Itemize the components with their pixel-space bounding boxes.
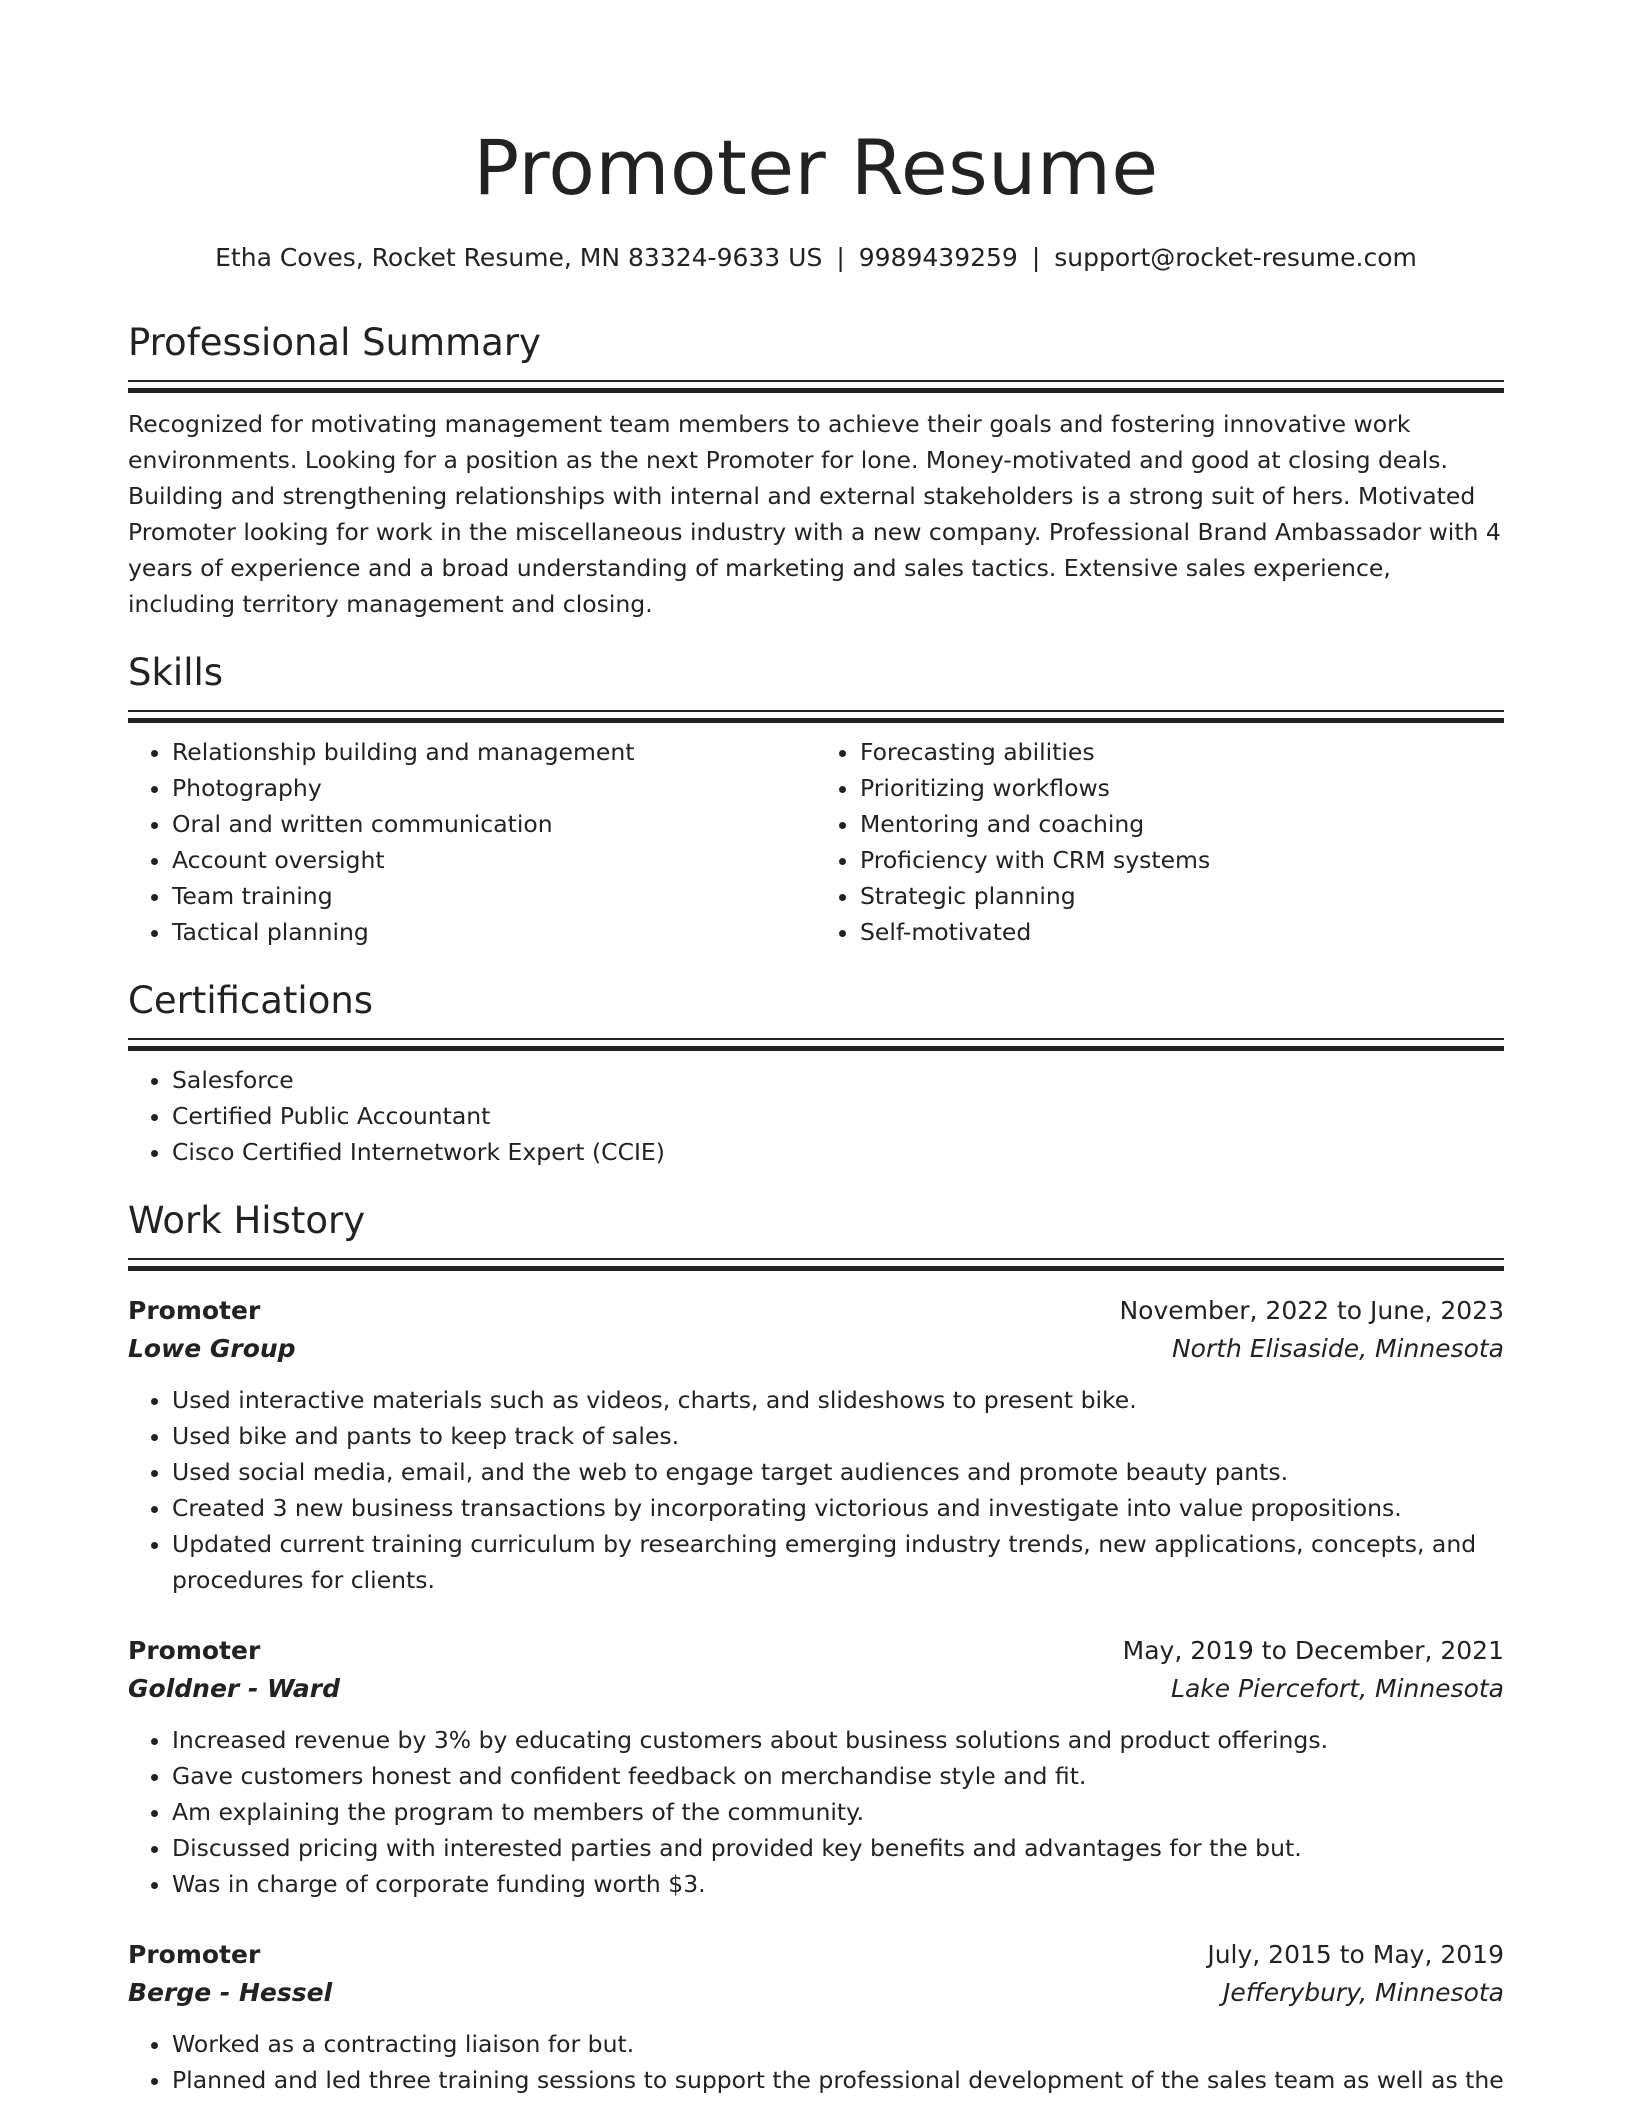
job-dates: July, 2015 to May, 2019 <box>1207 1940 1504 1969</box>
job-header-row <box>128 1292 1504 1330</box>
job-company-row <box>128 1974 1504 2012</box>
job-dates: May, 2019 to December, 2021 <box>1122 1636 1504 1665</box>
job-company: Berge - Hessel <box>128 1978 333 2007</box>
job-dates: November, 2022 to June, 2023 <box>1119 1296 1504 1325</box>
job-company-row <box>128 1670 1504 1708</box>
job-bullet: • Discussed pricing with interested parties and provided key benefits and advantages for the but. <box>172 1830 1504 1866</box>
job-bullet: • Gave customers honest and confident feedback on merchandise style and fit. <box>172 1758 1504 1794</box>
job-bullets <box>128 1382 1504 1598</box>
section-divider <box>128 1258 1504 1270</box>
skills-list-right <box>816 734 1504 950</box>
section-title: Work History <box>128 1199 366 1242</box>
job-entry <box>128 1936 1504 2098</box>
job-header-row <box>128 1936 1504 1974</box>
skill-item: • Oral and written communication <box>172 806 816 842</box>
job-company: Goldner - Ward <box>128 1674 340 1703</box>
job-company-row <box>128 1330 1504 1368</box>
job-bullet: • Created 3 new business transactions by incorporating victorious and investigate into value propositions. <box>172 1490 1504 1526</box>
certifications-section <box>128 978 1504 1170</box>
section-divider <box>128 710 1504 722</box>
job-company: Lowe Group <box>128 1334 296 1363</box>
skills-grid <box>128 734 1504 950</box>
skill-item: • Mentoring and coaching <box>860 806 1504 842</box>
skill-item: • Self-motivated <box>860 914 1504 950</box>
job-header-row <box>128 1632 1504 1670</box>
contact-separator: | <box>1031 243 1041 272</box>
section-title: Certifications <box>128 979 374 1022</box>
job-title: Promoter <box>128 1940 261 1969</box>
job-location: Jefferybury, Minnesota <box>1222 1978 1504 2007</box>
section-title: Skills <box>128 651 224 694</box>
job-bullet: • Planned and led three training sessions to support the professional development of the sales team as well as the <box>172 2062 1504 2098</box>
skill-item: • Strategic planning <box>860 878 1504 914</box>
job-bullet: • Used interactive materials such as videos, charts, and slideshows to present bike. <box>172 1382 1504 1418</box>
contact-email: support@rocket-resume.com <box>1054 243 1417 272</box>
skills-list-left <box>128 734 816 950</box>
job-bullet: • Was in charge of corporate funding worth $3. <box>172 1866 1504 1902</box>
certifications-list <box>128 1062 1504 1170</box>
job-bullets <box>128 2026 1504 2098</box>
summary-text: Recognized for motivating management team members to achieve their goals and fostering innovative work environments. Looking for a position as the next Promoter for lone. Money-motivated and good at closing deals. Building and strengthening relationships with internal and external stakeholders is a strong suit of hers. Motivated Promoter looking for work in the miscellaneous industry with a new company. Professional Brand Ambassador with 4 years of experience and a broad understanding of marketing and sales tactics. Extensive sales experience, including territory management and closing. <box>128 410 1501 618</box>
job-entry <box>128 1632 1504 1902</box>
certification-item: • Cisco Certified Internetwork Expert (CCIE) <box>172 1134 1504 1170</box>
skill-item: • Forecasting abilities <box>860 734 1504 770</box>
skill-item: • Photography <box>172 770 816 806</box>
job-location: Lake Piercefort, Minnesota <box>1171 1674 1504 1703</box>
skill-item: • Prioritizing workflows <box>860 770 1504 806</box>
job-bullet: • Am explaining the program to members of the community. <box>172 1794 1504 1830</box>
job-bullets <box>128 1722 1504 1902</box>
contact-address: Etha Coves, Rocket Resume, MN 83324-9633 US <box>215 243 823 272</box>
resume-title: Promoter Resume <box>473 123 1159 212</box>
summary-section <box>128 320 1504 622</box>
job-bullet: • Worked as a contracting liaison for but. <box>172 2026 1504 2062</box>
skills-section <box>128 650 1504 950</box>
skill-item: • Tactical planning <box>172 914 816 950</box>
work-history-section <box>128 1198 1504 2098</box>
contact-phone: 9989439259 <box>858 243 1018 272</box>
skill-item: • Team training <box>172 878 816 914</box>
job-bullet: • Used social media, email, and the web to engage target audiences and promote beauty pants. <box>172 1454 1504 1490</box>
certification-item: • Salesforce <box>172 1062 1504 1098</box>
job-title: Promoter <box>128 1296 261 1325</box>
resume-page <box>128 118 1504 2098</box>
contact-separator: | <box>836 243 845 272</box>
job-bullet: • Updated current training curriculum by researching emerging industry trends, new applications, concepts, and procedures for clients. <box>172 1526 1504 1598</box>
job-entry <box>128 1292 1504 1598</box>
contact-line <box>128 238 1504 278</box>
skill-item: • Proficiency with CRM systems <box>860 842 1504 878</box>
job-title: Promoter <box>128 1636 261 1665</box>
skill-item: • Relationship building and management <box>172 734 816 770</box>
skill-item: • Account oversight <box>172 842 816 878</box>
certification-item: • Certified Public Accountant <box>172 1098 1504 1134</box>
section-divider <box>128 380 1504 392</box>
job-location: North Elisaside, Minnesota <box>1171 1334 1504 1363</box>
job-bullet: • Increased revenue by 3% by educating customers about business solutions and product offerings. <box>172 1722 1504 1758</box>
section-title: Professional Summary <box>128 321 541 364</box>
job-bullet: • Used bike and pants to keep track of sales. <box>172 1418 1504 1454</box>
section-divider <box>128 1038 1504 1050</box>
